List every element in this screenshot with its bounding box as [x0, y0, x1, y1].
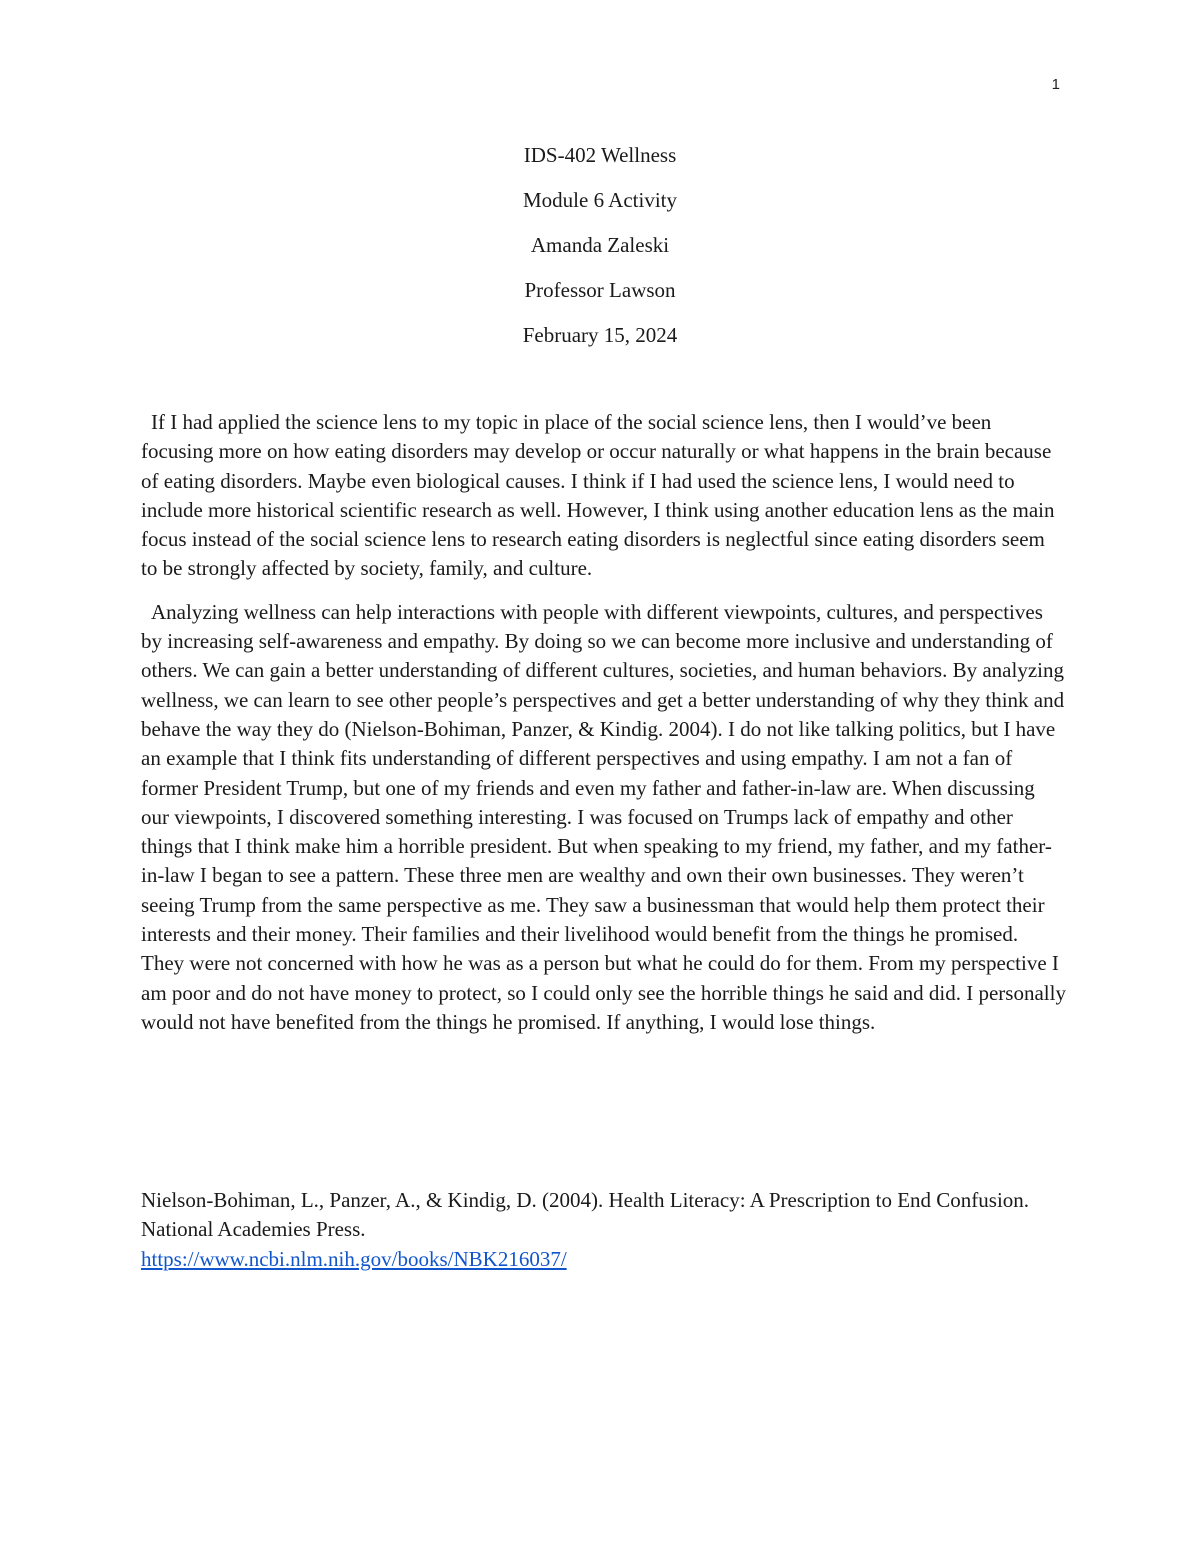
reference-citation: Nielson-Bohiman, L., Panzer, A., & Kindig, D. (2004). Health Literacy: A Prescription to End Confusion. National Academies Press.: [141, 1188, 1030, 1242]
assignment-title: Module 6 Activity: [523, 188, 677, 212]
author-name: Amanda Zaleski: [530, 233, 670, 257]
body-paragraph-1: If I had applied the science lens to my topic in place of the social science lens, then I would’ve been focusing more on how eating disorders may develop or occur naturally or what happens in the brain because of eating disorders. Maybe even biological causes. I think if I had used the science lens, I would need to include more historical scientific research as well. However, I think using another education lens as the main focus instead of the social science lens to research eating disorders is neglectful since eating disorders seem to be strongly affected by society, family, and culture.: [141, 410, 1055, 581]
body-paragraph-2: Analyzing wellness can help interactions with people with different viewpoints, cultures, and perspectives by increasing self-awareness and empathy. By doing so we can become more inclusive and understanding of others. We can gain a better understanding of different cultures, societies, and human behaviors. By analyzing wellness, we can learn to see other people’s perspectives and get a better understanding of why they think and behave the way they do (Nielson-Bohiman, Panzer, & Kindig. 2004). I do not like talking politics, but I have an example that I think fits understanding of different perspectives and using empathy. I am not a fan of former President Trump, but one of my friends and even my father and father-in-law are. When discussing our viewpoints, I discovered something interesting. I was focused on Trumps lack of empathy and other things that I think make him a horrible president. But when speaking to my friend, my father, and my father-in-law I began to see a pattern. These three men are wealthy and own their own businesses. They weren’t seeing Trump from the same perspective as me. They saw a businessman that would help them protect their interests and their money. Their families and their livelihood would benefit from the things he promised. They were not concerned with how he was as a person but what he could do for them. From my perspective I am poor and do not have money to protect, so I could only see the horrible things he said and did. I personally would not have benefited from the things he promised. If anything, I would lose things.: [141, 599, 1066, 1034]
instructor-name: Professor Lawson: [524, 278, 676, 302]
page-number: 1: [1051, 76, 1060, 93]
course-title: IDS-402 Wellness: [523, 143, 677, 167]
submission-date: February 15, 2024: [522, 323, 678, 347]
reference-link[interactable]: https://www.ncbi.nlm.nih.gov/books/NBK216037/: [141, 1246, 567, 1271]
document-body: [141, 408, 1066, 1051]
reference-entry: [141, 1186, 1066, 1274]
title-block: [0, 140, 1200, 365]
